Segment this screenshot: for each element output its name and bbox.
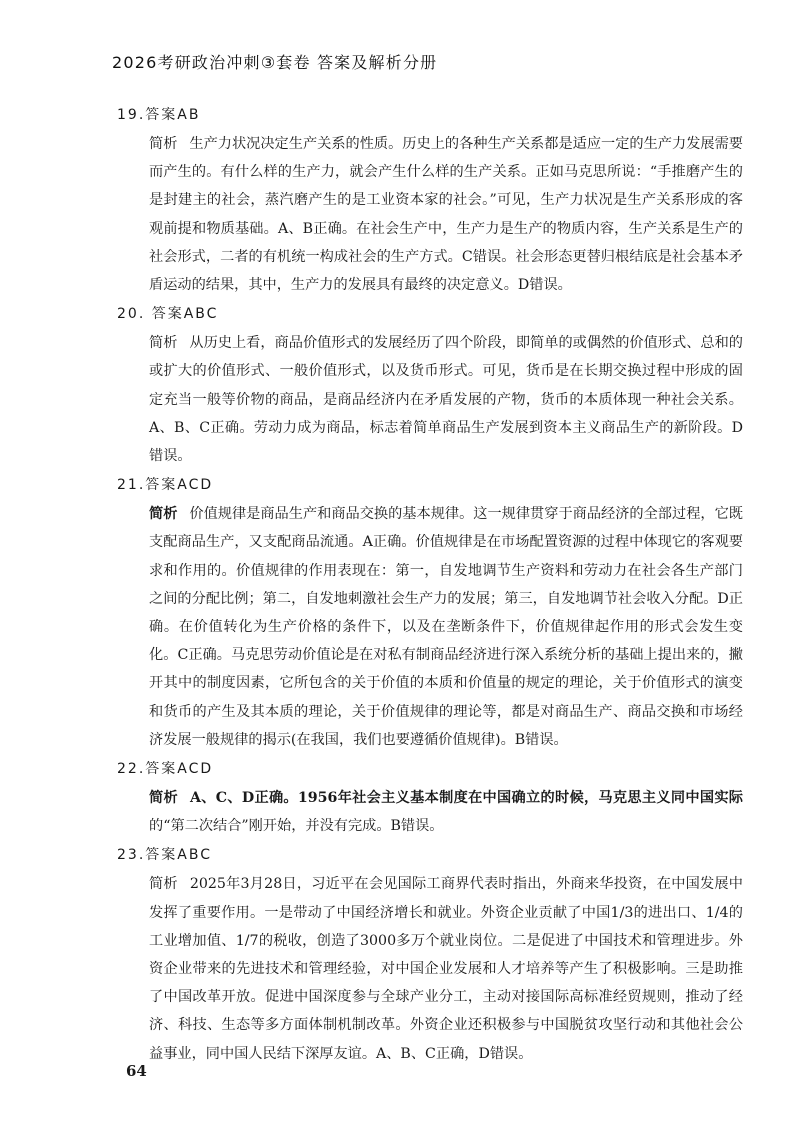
analysis-label: 简析: [149, 335, 178, 352]
analysis-label: 简析: [149, 136, 178, 152]
answer-item-22: [117, 754, 743, 840]
answer-list: [117, 100, 743, 1068]
answer-item-20: [117, 299, 743, 470]
analysis-paragraph: [149, 329, 743, 470]
page-header: 2026考研政治冲刺③套卷 答案及解析分册: [112, 53, 438, 72]
analysis-label: 简析: [149, 790, 178, 807]
analysis-bold-text: A、C、D正确。1956年社会主义基本制度在中国确立的时候，马克思主义同中国实际: [189, 790, 743, 807]
analysis-text: 2025年3月28日，习近平在会见国际工商界代表时指出，外商来华投资，在中国发展中发挥了重要作用。一是带动了中国经济增长和就业。外资企业贡献了中国1/3的进出口、1/4的工业增加值、1/7的税收，创造了3000多万个就业岗位。二是促进了中国技术和管理进步。外资企业带来的先进技术和管理经验，对中国企业发展和人才培养等产生了积极影响。三是助推了中国改革开放。促进中国深度参与全球产业分工，主动对接国际高标准经贸规则，推动了经济、科技、生态等多方面体制机制改革。外资企业还积极参与中国脱贫攻坚行动和其他社会公益事业，同中国人民结下深厚友谊。A、B、C正确，D错误。: [149, 876, 743, 1062]
analysis-text: 的“第二次结合”刚开始，并没有完成。B错误。: [149, 818, 444, 835]
analysis-text: 从历史上看，商品价值形式的发展经历了四个阶段，即简单的或偶然的价值形式、总和的或扩大的价值形式、一般价值形式，以及货币形式。可见，货币是在长期交换过程中形成的固定充当一般等价物的商品，是商品经济内在矛盾发展的产物，货币的本质体现一种社会关系。A、B、C正确。劳动力成为商品，标志着简单商品生产发展到资本主义商品生产的新阶段。D错误。: [149, 335, 743, 465]
answer-heading: 21.答案ACD: [117, 477, 214, 494]
analysis-paragraph: [149, 870, 743, 1067]
analysis-label: 简析: [149, 876, 178, 893]
page-number: 64: [126, 1062, 147, 1080]
analysis-paragraph: [149, 784, 743, 840]
answer-item-19: [117, 100, 743, 299]
answer-heading: 19.答案AB: [117, 107, 201, 123]
analysis-text: 生产力状况决定生产关系的性质。历史上的各种生产关系都是适应一定的生产力发展需要而产生的。有什么样的生产力，就会产生什么样的生产关系。正如马克思所说：“手推磨产生的是封建主的社会，蒸汽磨产生的是工业资本家的社会。”可见，生产力状况是生产关系形成的客观前提和物质基础。A、B正确。在社会生产中，生产力是生产的物质内容，生产关系是生产的社会形式，二者的有机统一构成社会的生产方式。C错误。社会形态更替归根结底是社会基本矛盾运动的结果，其中，生产力的发展具有最终的决定意义。D错误。: [149, 136, 743, 294]
answer-item-21: [117, 470, 743, 754]
analysis-label: 简析: [149, 506, 178, 523]
answer-heading: 23.答案ABC: [117, 847, 212, 864]
answer-heading: 22.答案ACD: [117, 761, 214, 778]
analysis-paragraph: [149, 500, 743, 754]
answer-heading: 20. 答案ABC: [117, 306, 219, 323]
analysis-text: 价值规律是商品生产和商品交换的基本规律。这一规律贯穿于商品经济的全部过程，它既支配商品生产，又支配商品流通。A正确。价值规律是在市场配置资源的过程中体现它的客观要求和作用的。价值规律的作用表现在：第一，自发地调节生产资料和劳动力在社会各生产部门之间的分配比例；第二，自发地刺激社会生产力的发展；第三，自发地调节社会收入分配。D正确。在价值转化为生产价格的条件下，以及在垄断条件下，价值规律起作用的形式会发生变化。C正确。马克思劳动价值论是在对私有制商品经济进行深入系统分析的基础上提出来的，撇开其中的制度因素，它所包含的关于价值的本质和价值量的规定的理论，关于价值形式的演变和货币的产生及其本质的理论，关于价值规律的理论等，都是对商品生产、商品交换和市场经济发展一般规律的揭示(在我国，我们也要遵循价值规律)。B错误。: [149, 506, 743, 748]
analysis-paragraph: [149, 130, 743, 299]
answer-item-23: [117, 840, 743, 1067]
